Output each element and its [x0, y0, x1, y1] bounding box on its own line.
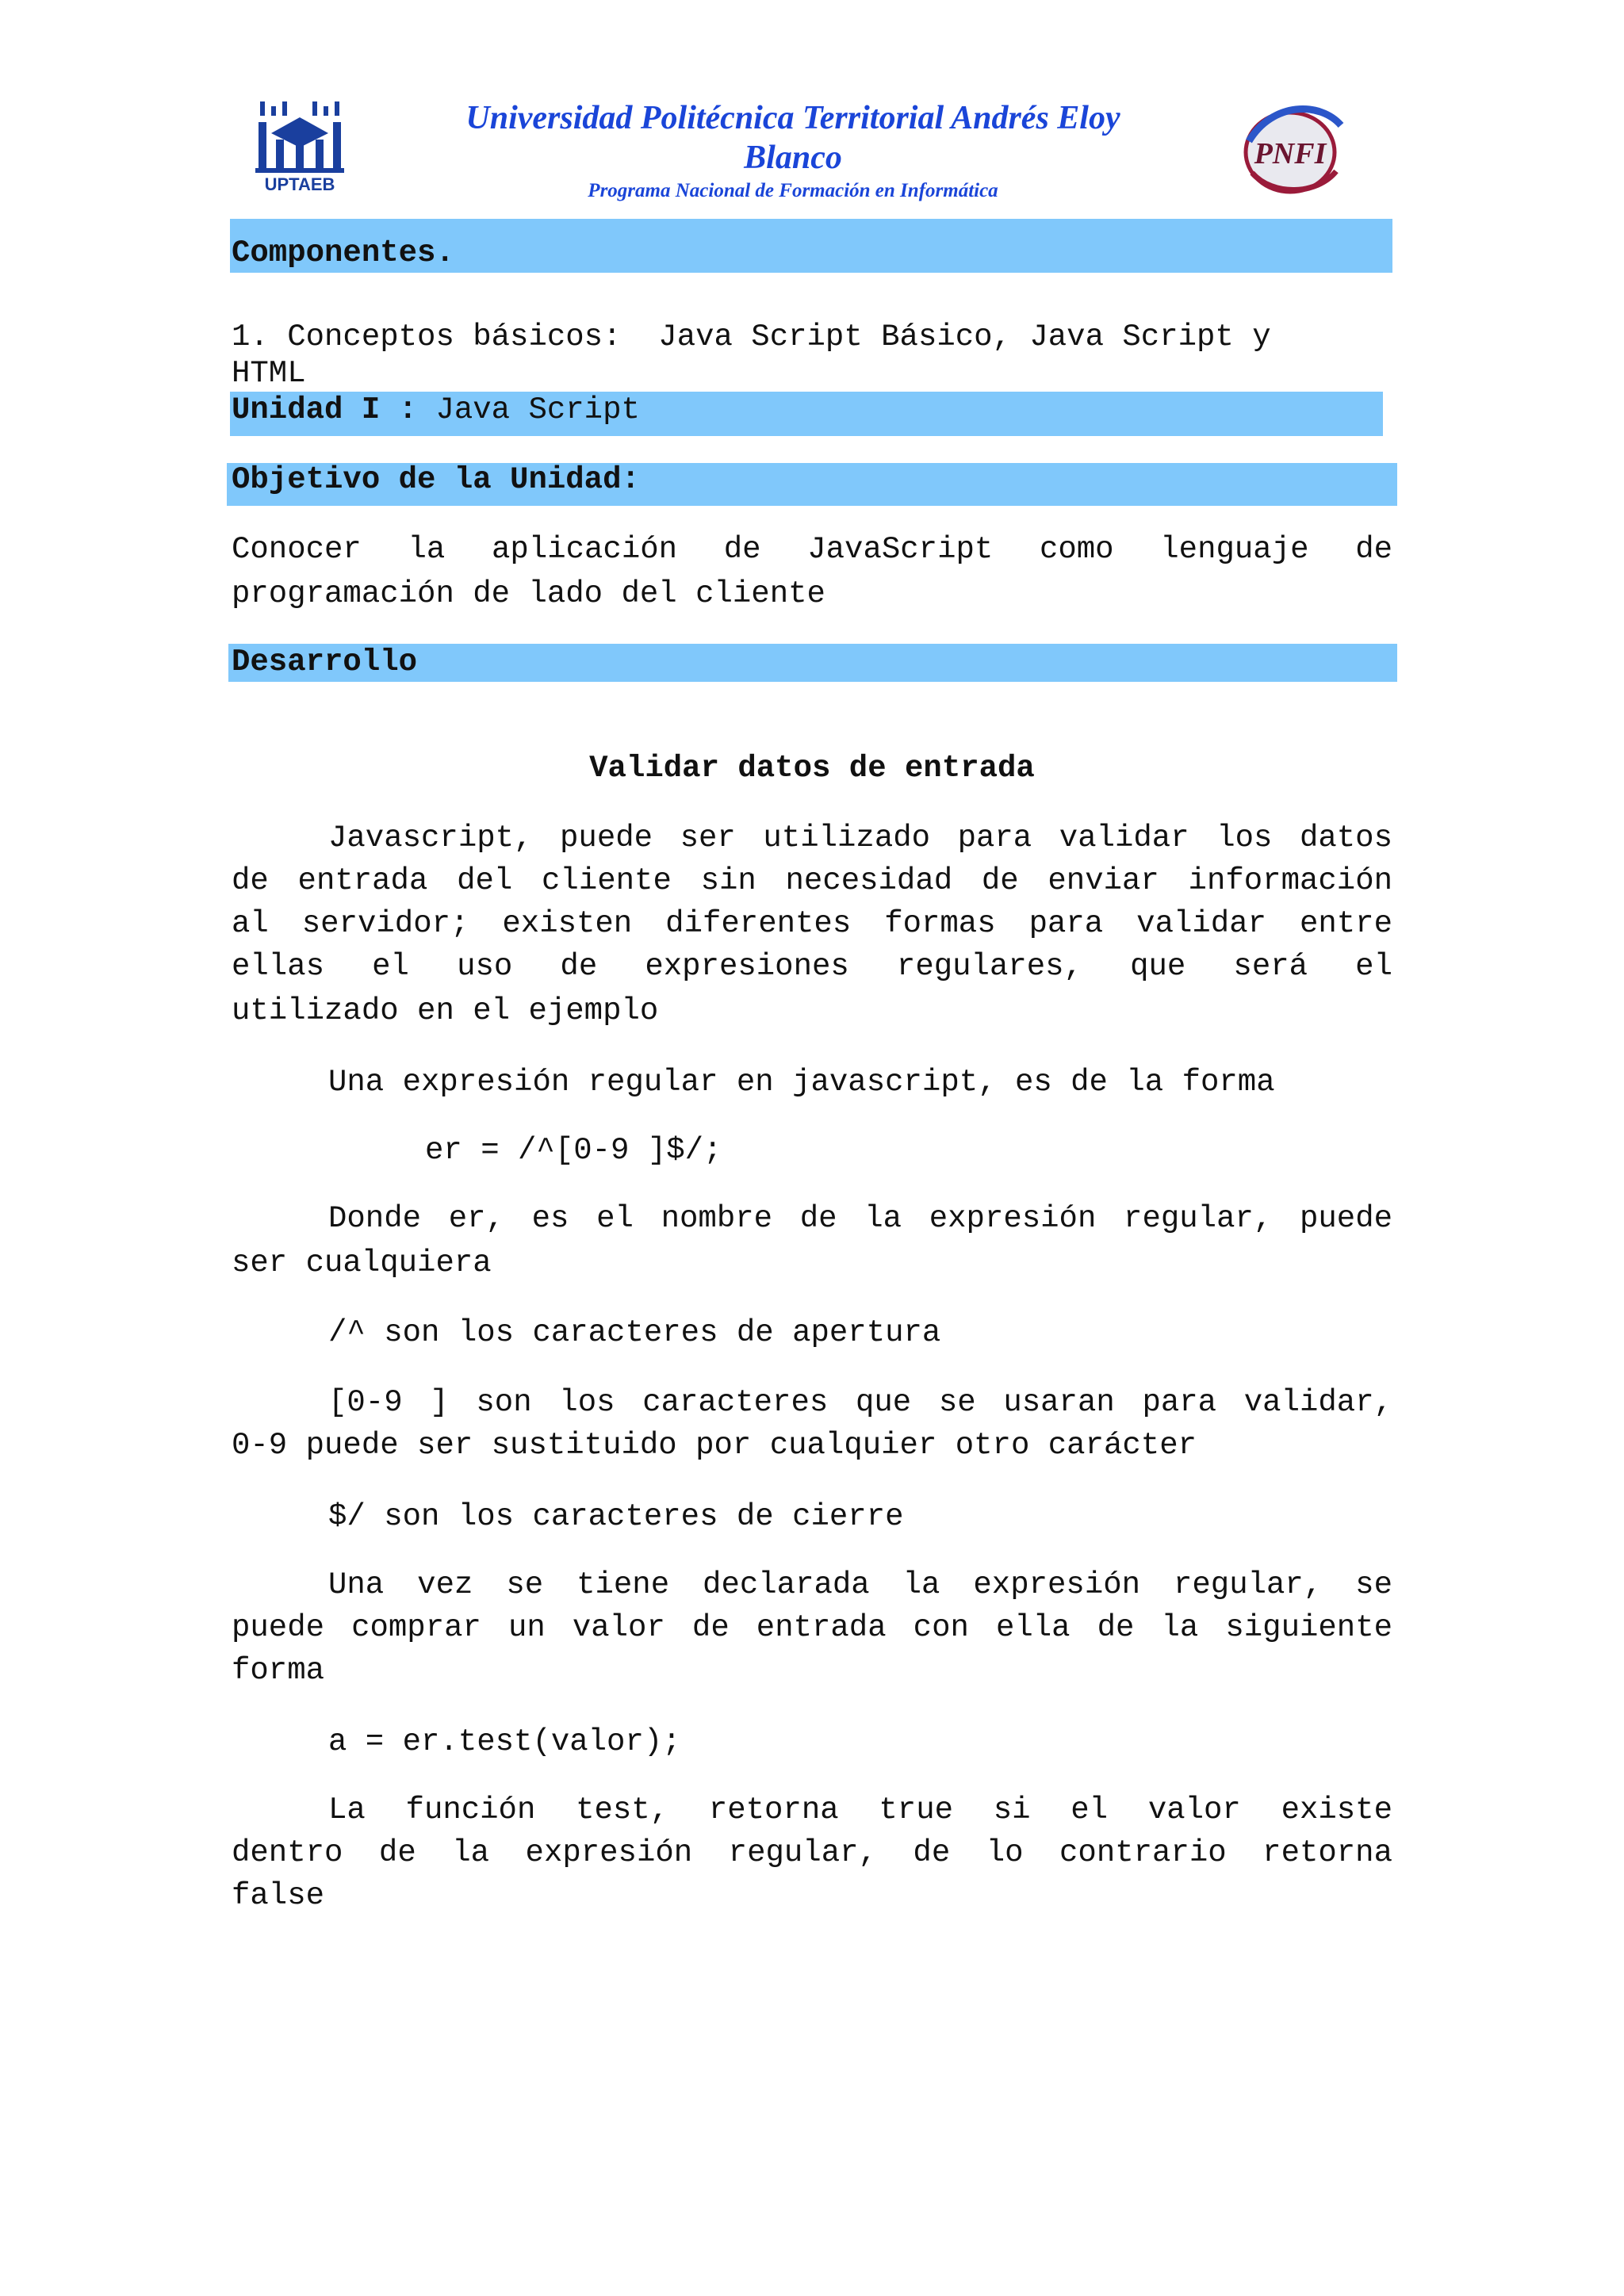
componentes-item-1-line2: HTML: [232, 356, 306, 391]
paragraph-8-line3: false: [232, 1878, 325, 1913]
code-test-example: a = er.test(valor);: [328, 1724, 681, 1759]
paragraph-1-line5: utilizado en el ejemplo: [232, 993, 659, 1028]
paragraph-5-line2: 0-9 puede ser sustituido por cualquier otro carácter: [232, 1428, 1197, 1463]
university-name-line1: Universidad Politécnica Territorial Andrés Eloy: [465, 100, 1120, 136]
program-name: Programa Nacional de Formación en Informática: [588, 180, 998, 201]
paragraph-2: Una expresión regular en javascript, es de la forma: [328, 1065, 1275, 1100]
paragraph-3-line2: ser cualquiera: [232, 1246, 492, 1280]
university-name-line2: Blanco: [744, 140, 842, 176]
unidad-row: [232, 392, 640, 428]
pnfi-logo: [1241, 101, 1346, 197]
objetivo-heading: Objetivo de la Unidad:: [232, 462, 640, 497]
unidad-value: Java Script: [417, 392, 640, 427]
paragraph-7-line3: forma: [232, 1653, 325, 1688]
paragraph-8-line2: dentro de la expresión regular, de lo contrario retorna: [232, 1835, 1392, 1870]
code-regex-example: er = /^[0-9 ]$/;: [425, 1133, 722, 1168]
paragraph-5-line1: [0-9 ] son los caracteres que se usaran para validar,: [328, 1385, 1392, 1420]
paragraph-1-line1: Javascript, puede ser utilizado para validar los datos: [328, 821, 1392, 855]
objetivo-text-line1: Conocer la aplicación de JavaScript como lenguaje de: [232, 532, 1392, 567]
paragraph-7-line1: Una vez se tiene declarada la expresión regular, se: [328, 1567, 1392, 1602]
paragraph-1-line4: ellas el uso de expresiones regulares, que será el: [232, 949, 1392, 984]
paragraph-8-line1: La función test, retorna true si el valor existe: [328, 1793, 1392, 1827]
desarrollo-heading: Desarrollo: [232, 645, 418, 679]
paragraph-1-line3: al servidor; existen diferentes formas para validar entre: [232, 906, 1392, 941]
paragraph-1-line2: de entrada del cliente sin necesidad de enviar información: [232, 863, 1392, 898]
paragraph-3-line1: Donde er, es el nombre de la expresión regular, puede: [328, 1201, 1392, 1236]
uptaeb-logo-text: UPTAEB: [264, 174, 335, 193]
unidad-label: Unidad I :: [232, 392, 418, 427]
componentes-item-1-line1: 1. Conceptos básicos: Java Script Básico, Java Script y: [232, 320, 1271, 354]
paragraph-6: $/ son los caracteres de cierre: [328, 1499, 904, 1534]
paragraph-4: /^ son los caracteres de apertura: [328, 1315, 941, 1350]
uptaeb-logo: [255, 101, 344, 193]
paragraph-7-line2: puede comprar un valor de entrada con ella de la siguiente: [232, 1610, 1392, 1645]
university-name: [381, 98, 1205, 178]
section-title: Validar datos de entrada: [589, 751, 1035, 786]
objetivo-text-line2: programación de lado del cliente: [232, 576, 825, 611]
pnfi-logo-text: PNFI: [1254, 137, 1327, 170]
componentes-heading: Componentes.: [232, 235, 454, 270]
